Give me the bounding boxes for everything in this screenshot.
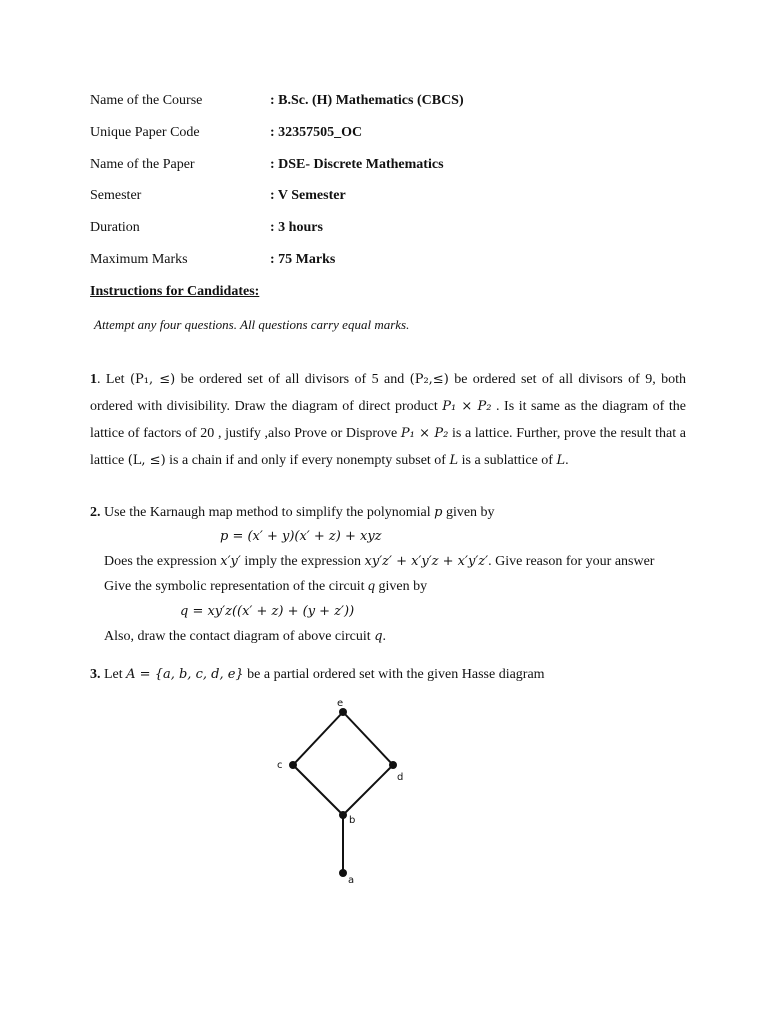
q1-text: .	[565, 453, 569, 468]
q2-math: xy′z′ + x′y′z + x′y′z′	[364, 554, 489, 569]
q3-text: Let	[100, 667, 127, 682]
paper-code-label: Unique Paper Code	[90, 125, 200, 140]
edge-d-b	[343, 765, 393, 815]
semester-label: Semester	[90, 188, 142, 203]
question-1-number: 1	[90, 372, 97, 387]
max-marks-label: Maximum Marks	[90, 252, 188, 267]
edge-c-b	[293, 765, 343, 815]
q1-text: . Is it same as the diagram of the lattice of factors of 20 , justify ,also Prove or Disprove	[90, 399, 686, 441]
paper-name-value: : DSE- Discrete Mathematics	[270, 157, 444, 172]
node-label-c: c	[277, 760, 283, 771]
instructions-heading: Instructions for Candidates:	[90, 284, 260, 299]
q2-text: imply the expression	[240, 554, 365, 569]
q2-text: Give the symbolic representation of the circuit	[104, 579, 368, 594]
q3-math: A = {a, b, c, d, e}	[126, 667, 244, 682]
node-d	[389, 761, 397, 769]
node-c	[289, 761, 297, 769]
node-label-b: b	[349, 815, 356, 826]
paper-name-label: Name of the Paper	[90, 157, 195, 172]
q1-text: be ordered set of all divisors of 9, both ordered with divisibility. Draw the diagram of direct product	[90, 372, 687, 414]
course-name-label: Name of the Course	[90, 93, 203, 108]
q1-text: is a sublattice of	[458, 453, 557, 468]
q2-text: Use the Karnaugh map method to simplify the polynomial	[100, 505, 435, 520]
equation-p: p = (x′ + y)(x′ + z) + xyz	[220, 529, 382, 544]
semester-value: : V Semester	[270, 188, 346, 203]
node-label-d: d	[397, 772, 404, 783]
edge-e-d	[343, 712, 393, 765]
question-2-number: 2.	[90, 505, 101, 520]
question-3-number: 3.	[90, 667, 101, 682]
q2-text: . Give reason for your answer	[488, 554, 655, 569]
q2-math: q	[374, 629, 383, 644]
q2-text: Also, draw the contact diagram of above circuit	[104, 629, 375, 644]
q1-text: is a chain if and only if every nonempty subset of	[165, 453, 450, 468]
q1-math: (P₁, ≤)	[129, 372, 176, 387]
course-name-value: : B.Sc. (H) Mathematics (CBCS)	[270, 93, 464, 108]
node-e	[339, 708, 347, 716]
instructions-text: Attempt any four questions. All questions carry equal marks.	[94, 317, 410, 332]
duration-value: : 3 hours	[270, 220, 323, 235]
node-a	[339, 869, 347, 877]
q1-math: L	[449, 453, 459, 468]
q1-text: . Let	[97, 372, 130, 387]
q1-math: (P₂,≤)	[409, 372, 449, 387]
q1-math: (L, ≤)	[127, 453, 166, 468]
q1-text: is a lattice. Further, prove the result that a lattice	[90, 426, 686, 468]
node-label-a: a	[348, 875, 355, 886]
q2-text: Does the expression	[104, 554, 221, 569]
q1-math: L	[556, 453, 566, 468]
q1-math: P₁ × P₂	[400, 426, 449, 441]
node-b	[339, 811, 347, 819]
q1-math: P₁ × P₂	[442, 399, 492, 414]
max-marks-value: : 75 Marks	[270, 252, 336, 267]
q2-text: given by	[374, 579, 428, 594]
q2-math: x′y′	[220, 554, 241, 569]
equation-q: q = xy′z((x′ + z) + (y + z′))	[180, 604, 355, 619]
q2-math: q	[367, 579, 375, 594]
edge-e-c	[293, 712, 343, 765]
q2-math: p	[434, 505, 443, 520]
q1-text: be ordered set of all divisors of 5 and	[175, 372, 410, 387]
q2-text: given by	[442, 505, 495, 520]
node-label-e: e	[337, 698, 344, 709]
paper-code-value: : 32357505_OC	[270, 125, 363, 140]
duration-label: Duration	[90, 220, 140, 235]
q2-text: .	[382, 629, 387, 644]
q3-text: be a partial ordered set with the given Hasse diagram	[243, 667, 545, 682]
